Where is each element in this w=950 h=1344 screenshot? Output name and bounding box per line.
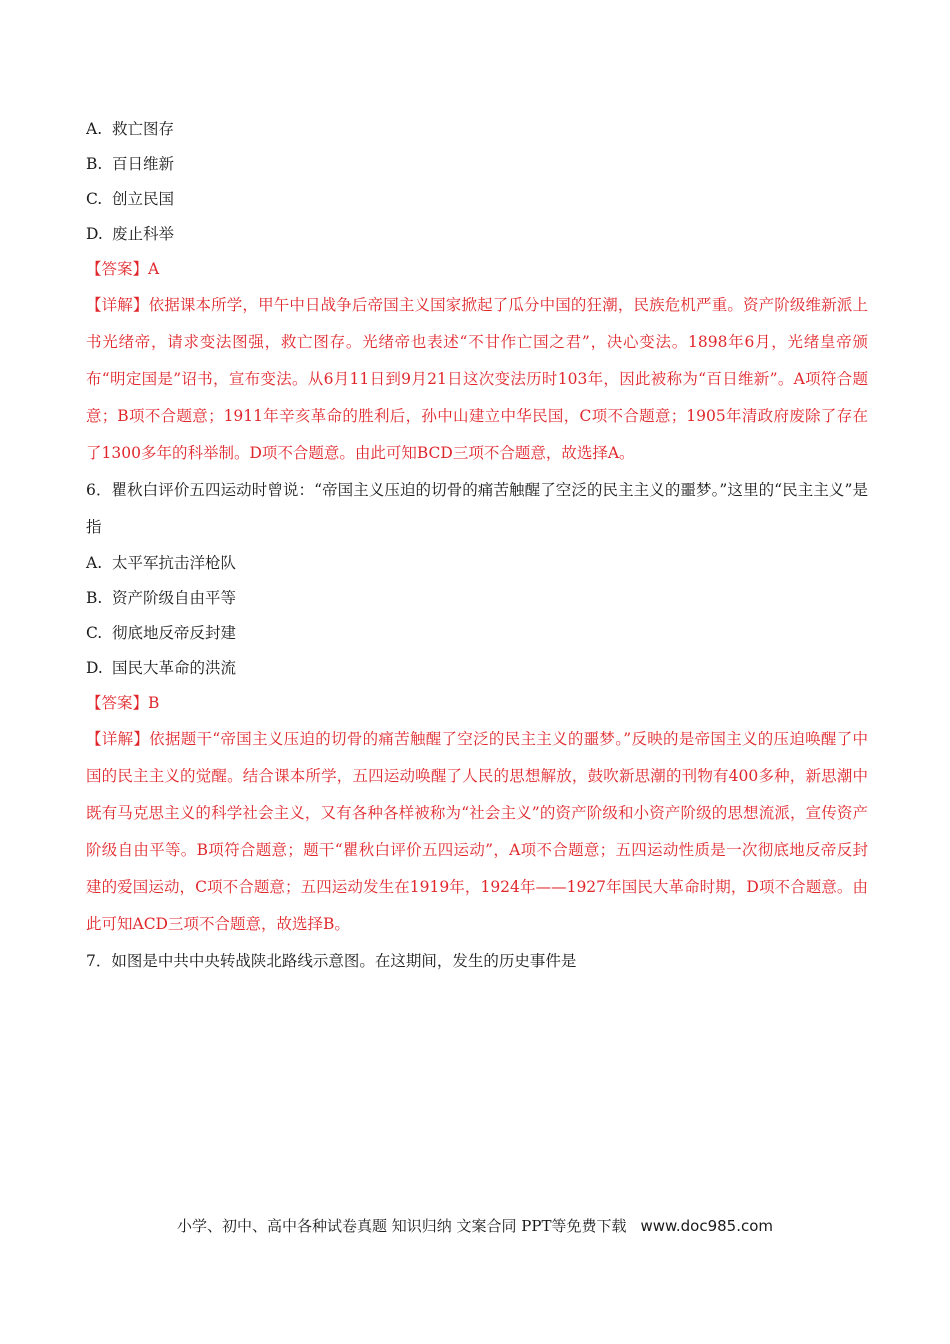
detail-label: 【详解】 (86, 296, 149, 314)
detail-text: 依据课本所学，甲午中日战争后帝国主义国家掀起了瓜分中国的狂潮，民族危机严重。资产阶级维新派上书光绪帝，请求变法图强，救亡图存。光绪帝也表述“不甘作亡国之君”，决心变法。1898年6月，光绪皇帝颁布“明定国是”诏书，宣布变法。从6月11日到9月21日这次变法历时103年，因此被称为“百日维新”。A项符合题意；B项不合题意；1911年辛亥革命的胜利后，孙中山建立中华民国，C项不合题意；1905年清政府废除了存在了1300多年的科举制。D项不合题意。由此可知BCD三项不合题意，故选择A。 (86, 296, 868, 462)
question-6-detail (86, 721, 868, 943)
option-a: A. 救亡图存 (86, 120, 175, 138)
option-b: B. 百日维新 (86, 155, 175, 173)
option-a: A. 太平军抗击洋枪队 (86, 554, 237, 572)
option-b: B. 资产阶级自由平等 (86, 589, 237, 607)
footer-url[interactable]: www.doc985.com (640, 1217, 774, 1235)
question-6-options (86, 546, 868, 686)
detail-label: 【详解】 (86, 730, 150, 748)
page-footer (0, 1215, 950, 1236)
footer-text: 小学、初中、高中各种试卷真题 知识归纳 文案合同 PPT等免费下载 (176, 1217, 627, 1235)
question-5-options (86, 112, 868, 252)
question-6-answer: 【答案】B (86, 694, 160, 712)
option-c: C. 彻底地反帝反封建 (86, 624, 237, 642)
option-c: C. 创立民国 (86, 190, 175, 208)
question-6-stem: 6．瞿秋白评价五四运动时曾说：“帝国主义压迫的切骨的痛苦触醒了空泛的民主主义的噩梦。”这里的“民主主义”是指 (86, 481, 868, 536)
question-5-detail (86, 287, 868, 472)
question-5-answer: 【答案】A (86, 260, 160, 278)
page-content (86, 112, 868, 980)
option-d: D. 废止科举 (86, 225, 175, 243)
question-7-stem: 7．如图是中共中央转战陕北路线示意图。在这期间，发生的历史事件是 (86, 952, 577, 970)
option-d: D. 国民大革命的洪流 (86, 659, 237, 677)
detail-text: 依据题干“帝国主义压迫的切骨的痛苦触醒了空泛的民主主义的噩梦。”反映的是帝国主义的压迫唤醒了中国的民主主义的觉醒。结合课本所学，五四运动唤醒了人民的思想解放，鼓吹新思潮的刊物有400多种，新思潮中既有马克思主义的科学社会主义，又有各种各样被称为“社会主义”的资产阶级和小资产阶级的思想流派，宣传资产阶级自由平等。B项符合题意；题干“瞿秋白评价五四运动”，A项不合题意；五四运动性质是一次彻底地反帝反封建的爱国运动，C项不合题意；五四运动发生在1919年，1924年——1927年国民大革命时期，D项不合题意。由此可知ACD三项不合题意，故选择B。 (86, 730, 868, 933)
